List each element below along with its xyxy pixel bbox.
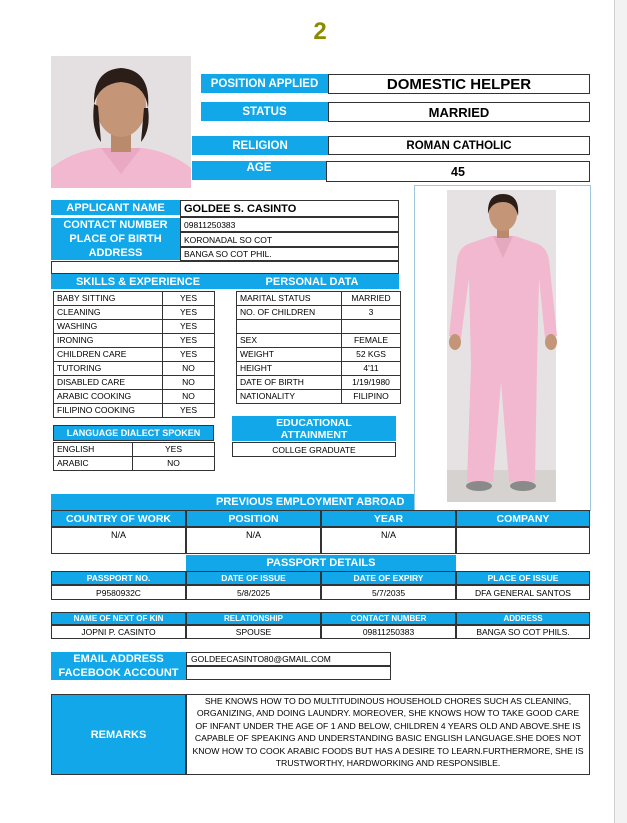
place-of-birth-value: KORONADAL SO COT: [180, 232, 399, 247]
skill-value: NO: [163, 376, 215, 390]
language-name: ARABIC: [54, 457, 133, 471]
full-body-photo: [414, 185, 591, 511]
table-row: [54, 390, 215, 404]
personal-value: FEMALE: [342, 334, 401, 348]
headshot-photo: [51, 56, 191, 188]
table-row: [54, 457, 215, 471]
passport-header: PASSPORT DETAILS: [186, 555, 456, 571]
religion-value: ROMAN CATHOLIC: [328, 136, 590, 155]
skill-value: YES: [163, 320, 215, 334]
employment-cell-year: N/A: [321, 527, 456, 554]
table-row: [54, 306, 215, 320]
skill-name: BABY SITTING: [54, 292, 163, 306]
kin-col-name: NAME OF NEXT OF KIN: [51, 612, 186, 625]
personal-value: 3: [342, 306, 401, 320]
skill-name: IRONING: [54, 334, 163, 348]
address-value: BANGA SO COT PHIL.: [180, 247, 399, 261]
skill-name: CLEANING: [54, 306, 163, 320]
passport-place: DFA GENERAL SANTOS: [456, 585, 590, 600]
personal-label: SEX: [237, 334, 342, 348]
skill-value: YES: [163, 306, 215, 320]
personal-value: 4'11: [342, 362, 401, 376]
skill-value: YES: [163, 292, 215, 306]
language-value: YES: [133, 443, 215, 457]
table-row: [237, 334, 401, 348]
applicant-name-value: GOLDEE S. CASINTO: [180, 200, 399, 217]
personal-label: WEIGHT: [237, 348, 342, 362]
contact-number-label: CONTACT NUMBER: [51, 218, 180, 232]
table-row: [54, 362, 215, 376]
personal-label: NATIONALITY: [237, 390, 342, 404]
kin-col-address: ADDRESS: [456, 612, 590, 625]
employment-col-year: YEAR: [321, 510, 456, 527]
table-row: [237, 320, 401, 334]
religion-label: RELIGION: [192, 136, 328, 155]
table-row: [54, 320, 215, 334]
skill-name: FILIPINO COOKING: [54, 404, 163, 418]
personal-label: [237, 320, 342, 334]
employment-col-position: POSITION: [186, 510, 321, 527]
passport-expiry-date: 5/7/2035: [321, 585, 456, 600]
personal-data-header: PERSONAL DATA: [225, 274, 399, 289]
email-label: EMAIL ADDRESS: [51, 652, 186, 666]
education-value: COLLGE GRADUATE: [232, 442, 396, 457]
language-table: [53, 442, 215, 471]
kin-name: JOPNI P. CASINTO: [51, 625, 186, 639]
skill-name: CHILDREN CARE: [54, 348, 163, 362]
employment-cell-position: N/A: [186, 527, 321, 554]
email-value: GOLDEECASINTO80@GMAIL.COM: [186, 652, 391, 666]
status-label: STATUS: [201, 102, 328, 121]
status-value: MARRIED: [328, 102, 590, 122]
remarks-text: SHE KNOWS HOW TO DO MULTITUDINOUS HOUSEHOLD CHORES SUCH AS CLEANING, ORGANIZING, AND DOING LAUNDRY. MOREOVER, SHE KNOWS HOW TO TAKE GOOD CARE OF INFANT UNDER THE AGE OF 1 AND BELOW, CHILDREN 4 YEARS OLD AND ABOVE.SHE IS CAPABLE OF SPEAKING AND UNDERSTANDING BASIC ENGLISH LANGUAGE.SHE DOES NOT KNOW HOW TO COOK ARABIC FOODS BUT HAS A DESIRE TO LEARN.FURTHERMORE, SHE IS TRUSTWORTHY, HARDWORKING AND RESPONSIBLE.: [186, 694, 590, 775]
passport-col-expiry: DATE OF EXPIRY: [321, 571, 456, 585]
personal-value: MARRIED: [342, 292, 401, 306]
passport-number: P9580932C: [51, 585, 186, 600]
language-header: LANGUAGE DIALECT SPOKEN: [53, 425, 214, 441]
passport-issue-date: 5/8/2025: [186, 585, 321, 600]
place-of-birth-label: PLACE OF BIRTH: [51, 232, 180, 246]
language-name: ENGLISH: [54, 443, 133, 457]
personal-value: [342, 320, 401, 334]
personal-label: DATE OF BIRTH: [237, 376, 342, 390]
employment-header: PREVIOUS EMPLOYMENT ABROAD: [51, 494, 414, 510]
personal-value: 1/19/1980: [342, 376, 401, 390]
language-value: NO: [133, 457, 215, 471]
skill-name: ARABIC COOKING: [54, 390, 163, 404]
blank-row: [51, 261, 399, 274]
skill-name: DISABLED CARE: [54, 376, 163, 390]
table-row: [54, 404, 215, 418]
passport-col-place: PLACE OF ISSUE: [456, 571, 590, 585]
age-label: AGE: [192, 161, 326, 180]
table-row: [237, 362, 401, 376]
contact-number-value: 09811250383: [180, 217, 399, 232]
skills-header: SKILLS & EXPERIENCE: [51, 274, 225, 289]
kin-contact: 09811250383: [321, 625, 456, 639]
table-row: [54, 348, 215, 362]
age-value: 45: [326, 161, 590, 182]
kin-col-contact: CONTACT NUMBER: [321, 612, 456, 625]
personal-label: HEIGHT: [237, 362, 342, 376]
skill-value: YES: [163, 348, 215, 362]
skill-value: YES: [163, 404, 215, 418]
personal-data-table: [236, 291, 401, 404]
personal-label: MARITAL STATUS: [237, 292, 342, 306]
remarks-label: REMARKS: [51, 694, 186, 775]
table-row: [237, 376, 401, 390]
personal-value: 52 KGS: [342, 348, 401, 362]
table-row: [54, 334, 215, 348]
table-row: [237, 348, 401, 362]
personal-value: FILIPINO: [342, 390, 401, 404]
position-value: DOMESTIC HELPER: [328, 74, 590, 94]
position-label: POSITION APPLIED: [201, 74, 328, 93]
skill-name: WASHING: [54, 320, 163, 334]
employment-cell-country: N/A: [51, 527, 186, 554]
table-row: [237, 390, 401, 404]
table-row: [237, 306, 401, 320]
table-row: [54, 292, 215, 306]
table-row: [54, 443, 215, 457]
employment-col-company: COMPANY: [456, 510, 590, 527]
page-number: 2: [313, 18, 327, 45]
kin-relationship: SPOUSE: [186, 625, 321, 639]
personal-label: NO. OF CHILDREN: [237, 306, 342, 320]
kin-address: BANGA SO COT PHILS.: [456, 625, 590, 639]
education-header: EDUCATIONAL ATTAINMENT: [232, 416, 396, 441]
skills-table: [53, 291, 215, 418]
employment-cell-company: [456, 527, 590, 554]
employment-col-country: COUNTRY OF WORK: [51, 510, 186, 527]
applicant-name-label: APPLICANT NAME: [51, 200, 180, 215]
passport-col-issue: DATE OF ISSUE: [186, 571, 321, 585]
table-row: [237, 292, 401, 306]
skill-value: NO: [163, 390, 215, 404]
facebook-label: FACEBOOK ACCOUNT: [51, 666, 186, 680]
skill-name: TUTORING: [54, 362, 163, 376]
skill-value: NO: [163, 362, 215, 376]
facebook-value: [186, 666, 391, 680]
passport-col-number: PASSPORT NO.: [51, 571, 186, 585]
table-row: [54, 376, 215, 390]
skill-value: YES: [163, 334, 215, 348]
address-label: ADDRESS: [51, 246, 180, 260]
kin-col-relationship: RELATIONSHIP: [186, 612, 321, 625]
